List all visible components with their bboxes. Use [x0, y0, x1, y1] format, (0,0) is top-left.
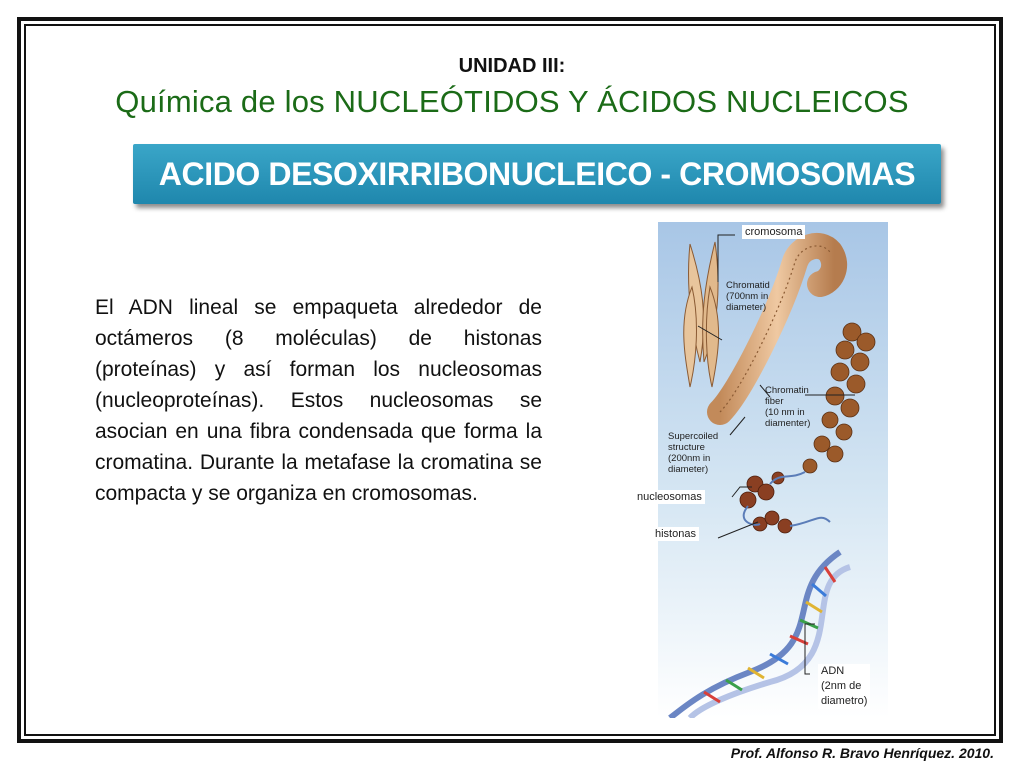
- dna-chromosome-figure: [630, 222, 890, 718]
- author-credit: Prof. Alfonso R. Bravo Henríquez. 2010.: [730, 745, 994, 761]
- label-chromatin-fiber: Chromatin fiber (10 nm in diamenter): [765, 385, 811, 429]
- label-supercoiled: Supercoiled structure (200nm in diameter): [668, 431, 719, 475]
- label-cromosoma: cromosoma: [742, 225, 805, 239]
- unit-heading: UNIDAD III:: [458, 55, 566, 77]
- body-paragraph: El ADN lineal se empaqueta alrededor de octámeros (8 moléculas) de histonas (proteínas) y así forman los nucleosomas (nucleoproteínas). Estos nucleosomas se asocian en una fibra condensada que forma la cromatina. Durante la metafase la cromatina se compacta y se organiza en cromosomas.: [95, 296, 542, 505]
- label-nucleosomas: nucleosomas: [634, 490, 705, 504]
- section-banner: ACIDO DESOXIRRIBONUCLEICO - CROMOSOMAS: [133, 144, 941, 204]
- slide-subtitle: Química de los NUCLEÓTIDOS Y ÁCIDOS NUCLEICOS: [115, 84, 909, 119]
- label-histonas: histonas: [652, 527, 699, 541]
- label-adn: ADN (2nm de diametro): [818, 664, 870, 709]
- label-chromatid: Chromatid (700nm in diameter): [726, 280, 770, 313]
